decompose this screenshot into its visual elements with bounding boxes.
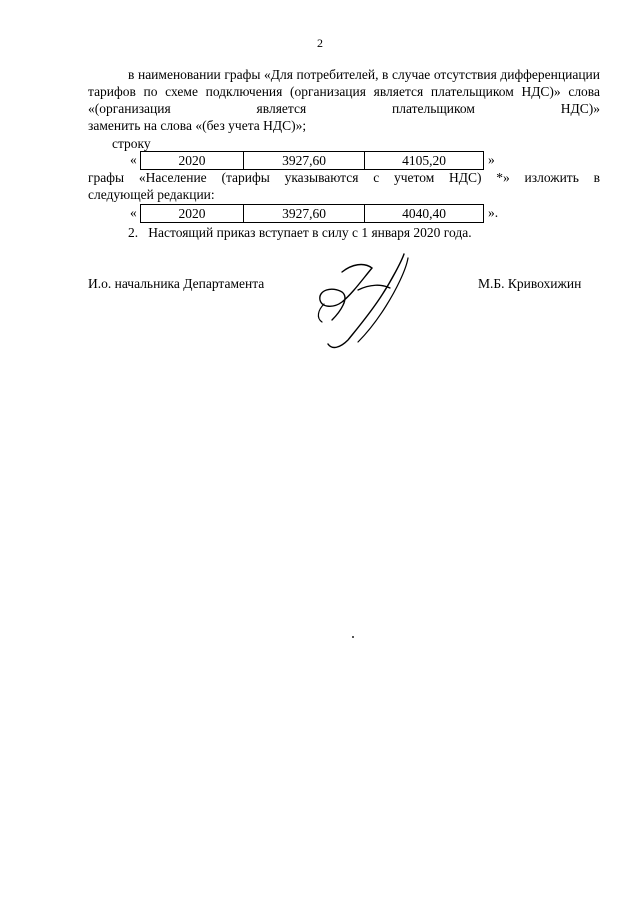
cell-year: 2020 xyxy=(141,152,244,169)
paragraph-amendment-1-end: заменить на слова «(без учета НДС)»; xyxy=(88,118,307,133)
scan-speck xyxy=(352,636,354,638)
cell-tariff-2: 4105,20 xyxy=(402,153,446,168)
page-number: 2 xyxy=(317,36,323,50)
handwritten-signature xyxy=(312,250,422,356)
line-stroku: строку xyxy=(112,136,151,151)
signer-name: М.Б. Кривохижин xyxy=(478,276,582,291)
open-quote: « xyxy=(130,205,137,220)
close-quote: » xyxy=(488,152,495,167)
table-cells xyxy=(140,151,484,170)
item-2-effective-date: 2. Настоящий приказ вступает в силу с 1 января 2020 года. xyxy=(128,225,472,240)
paragraph-amendment-1: в наименовании графы «Для потребителей, в случае отсутствия дифференциации тарифов по схеме подключения (организация является плательщиком НДС)» слова «(организация является плательщиком НДС)» xyxy=(88,67,600,116)
open-quote: « xyxy=(130,152,137,167)
table-row-old xyxy=(120,151,520,169)
paragraph-amendment-2: графы «Население (тарифы указываются с учетом НДС) *» изложить в xyxy=(88,170,600,185)
cell-year: 2020 xyxy=(141,205,244,222)
table-row-new xyxy=(120,204,520,222)
close-quote: ». xyxy=(488,205,499,220)
paragraph-amendment-2-end: следующей редакции: xyxy=(88,187,215,202)
signer-title: И.о. начальника Департамента xyxy=(88,276,265,291)
table-cells xyxy=(140,204,484,223)
cell-tariff-2: 4040,40 xyxy=(402,206,446,221)
cell-tariff-1: 3927,60 xyxy=(244,152,365,169)
cell-tariff-1: 3927,60 xyxy=(244,205,365,222)
